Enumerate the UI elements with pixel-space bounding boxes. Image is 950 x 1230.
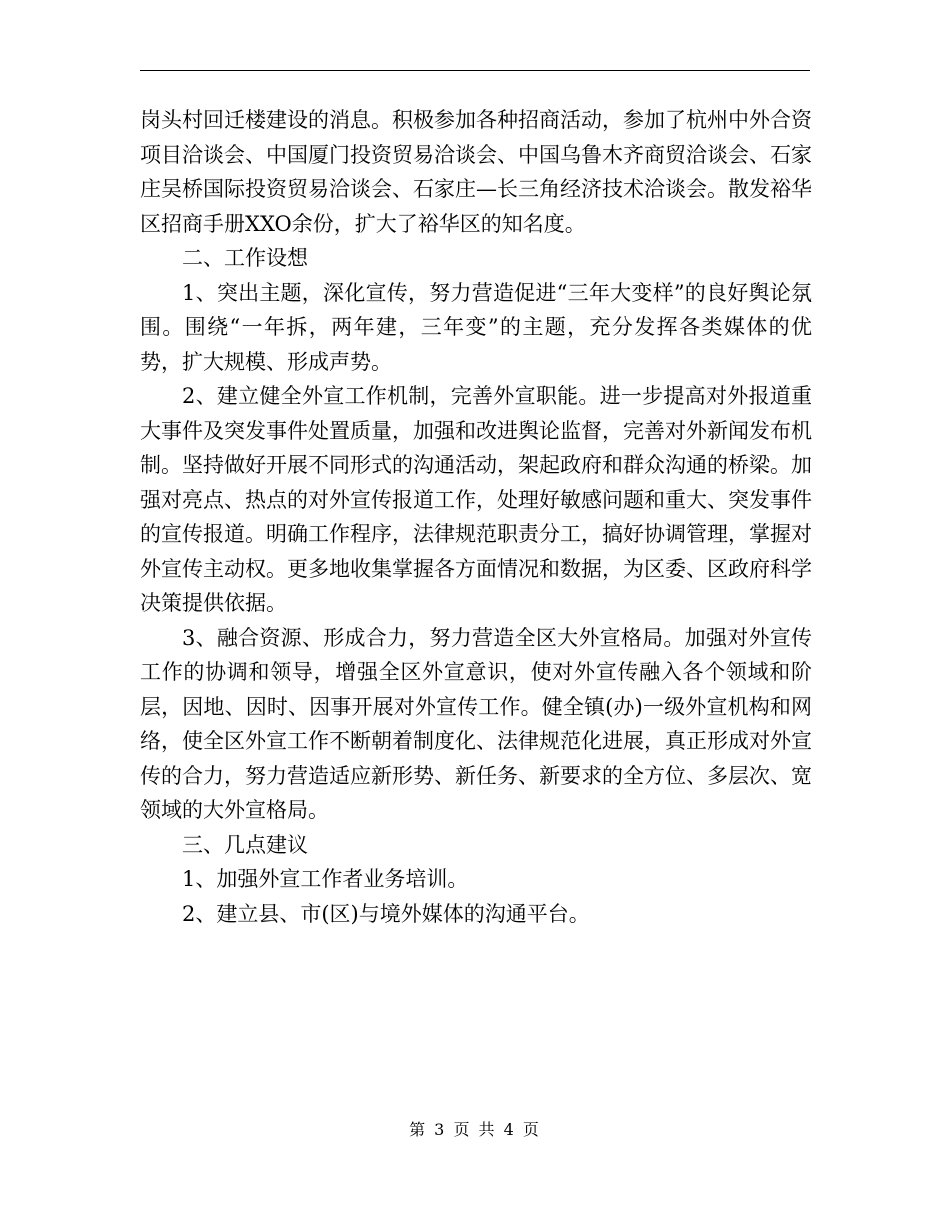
- page-number-footer: 第 3 页 共 4 页: [409, 1120, 541, 1139]
- section-heading-suggestions: 三、几点建议: [182, 832, 308, 857]
- body-paragraph-plan-1: 1、突出主题，深化宣传，努力营造促进“三年大变样”的良好舆论氛围。围绕“一年拆，两年建，三年变”的主题，充分发挥各类媒体的优势，扩大规模、形成声势。: [140, 280, 812, 374]
- body-paragraph-suggestion-1: 1、加强外宣工作者业务培训。: [182, 867, 469, 891]
- section-heading-work-plans: 二、工作设想: [182, 246, 308, 270]
- header-rule: [140, 70, 810, 71]
- body-paragraph-continuation: 岗头村回迁楼建设的消息。积极参加各种招商活动，参加了杭州中外合资项目洽谈会、中国厦门投资贸易洽谈会、中国乌鲁木齐商贸洽谈会、石家庄吴桥国际投资贸易洽谈会、石家庄—长三角经济技术洽谈会。散发裕华区招商手册XXO余份，扩大了裕华区的知名度。: [140, 108, 812, 236]
- body-paragraph-plan-2: 2、建立健全外宣工作机制，完善外宣职能。进一步提高对外报道重大事件及突发事件处置质量，加强和改进舆论监督，完善对外新闻发布机制。坚持做好开展不同形式的沟通活动，架起政府和群众沟通的桥梁。加强对亮点、热点的对外宣传报道工作，处理好敏感问题和重大、突发事件的宣传报道。明确工作程序，法律规范职责分工，搞好协调管理，掌握对外宣传主动权。更多地收集掌握各方面情况和数据，为区委、区政府科学决策提供依据。: [140, 384, 812, 615]
- body-paragraph-suggestion-2: 2、建立县、市(区)与境外媒体的沟通平台。: [182, 901, 590, 926]
- document-body: [140, 103, 812, 931]
- body-paragraph-plan-3: 3、融合资源、形成合力，努力营造全区大外宣格局。加强对外宣传工作的协调和领导，增强全区外宣意识，使对外宣传融入各个领域和阶层，因地、因时、因事开展对外宣传工作。健全镇(办)一级外宣机构和网络，使全区外宣工作不断朝着制度化、法律规范化进展，真正形成对外宣传的合力，努力营造适应新形势、新任务、新要求的全方位、多层次、宽领域的大外宣格局。: [140, 625, 812, 822]
